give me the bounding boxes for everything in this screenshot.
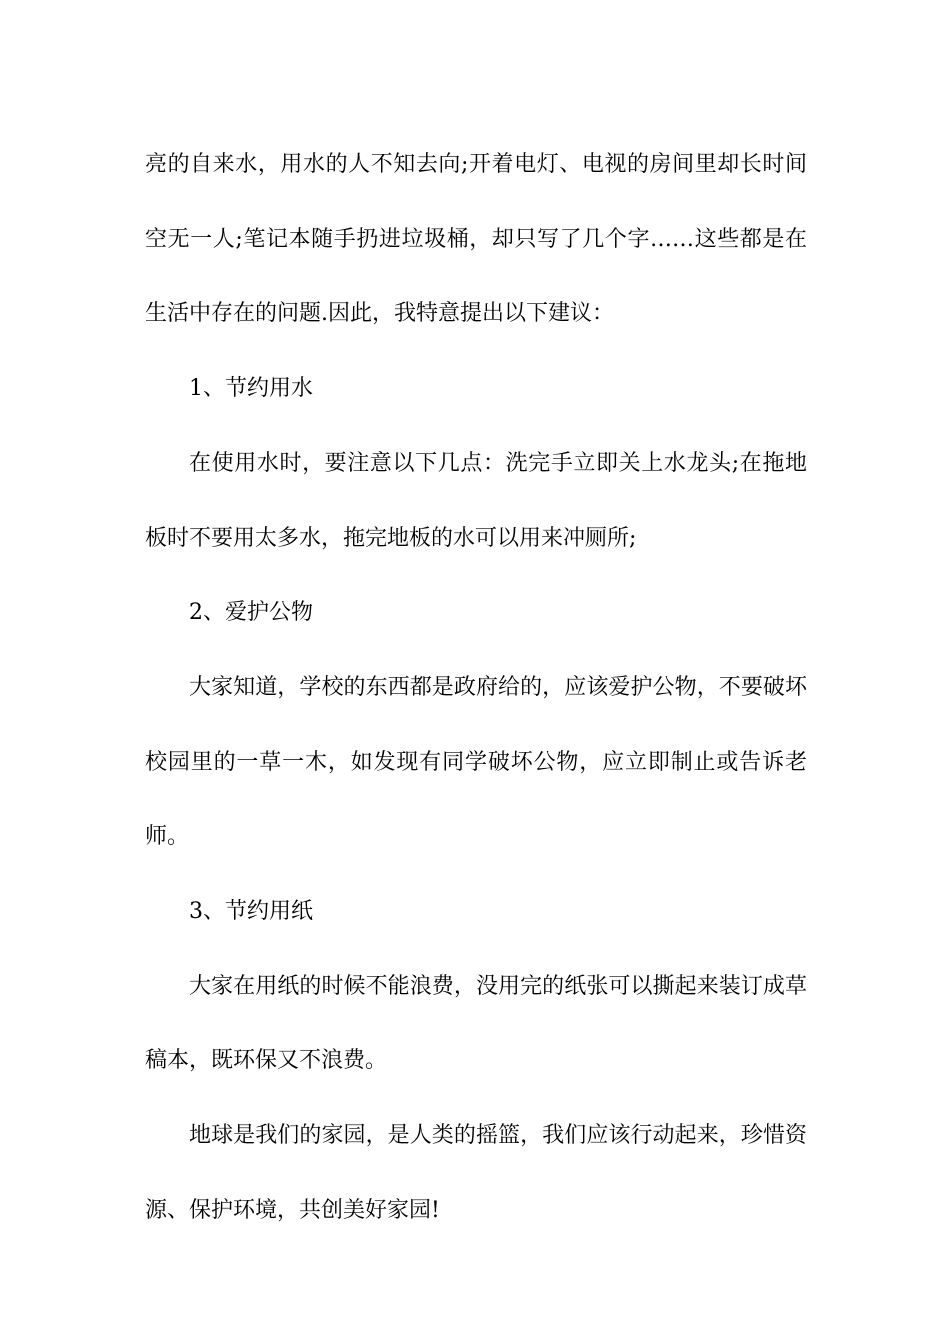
paragraph-protect-property: 大家知道，学校的东西都是政府给的，应该爱护公物，不要破坏校园里的一草一木，如发现有同学破坏公物，应立即制止或告诉老师。 (145, 674, 807, 850)
paragraph-save-water: 在使用水时，要注意以下几点：洗完手立即关上水龙头;在拖地板时不要用太多水，拖完地板的水可以用来冲厕所; (145, 450, 807, 551)
paragraph-conclusion: 地球是我们的家园，是人类的摇篮，我们应该行动起来，珍惜资源、保护环境，共创美好家园! (145, 1123, 807, 1223)
heading-save-paper: 3、节约用纸 (189, 899, 313, 925)
document-body (145, 128, 807, 1249)
heading-save-water: 1、节约用水 (189, 376, 313, 402)
paragraph-intro-continuation: 亮的自来水，用水的人不知去向;开着电灯、电视的房间里却长时间空无一人;笔记本随手扔进垃圾桶，却只写了几个字……这些都是在生活中存在的问题.因此，我特意提出以下建议： (145, 152, 807, 327)
heading-protect-property: 2、爱护公物 (189, 600, 313, 626)
paragraph-save-paper: 大家在用纸的时候不能浪费，没用完的纸张可以撕起来装订成草稿本，既环保又不浪费。 (145, 973, 807, 1074)
